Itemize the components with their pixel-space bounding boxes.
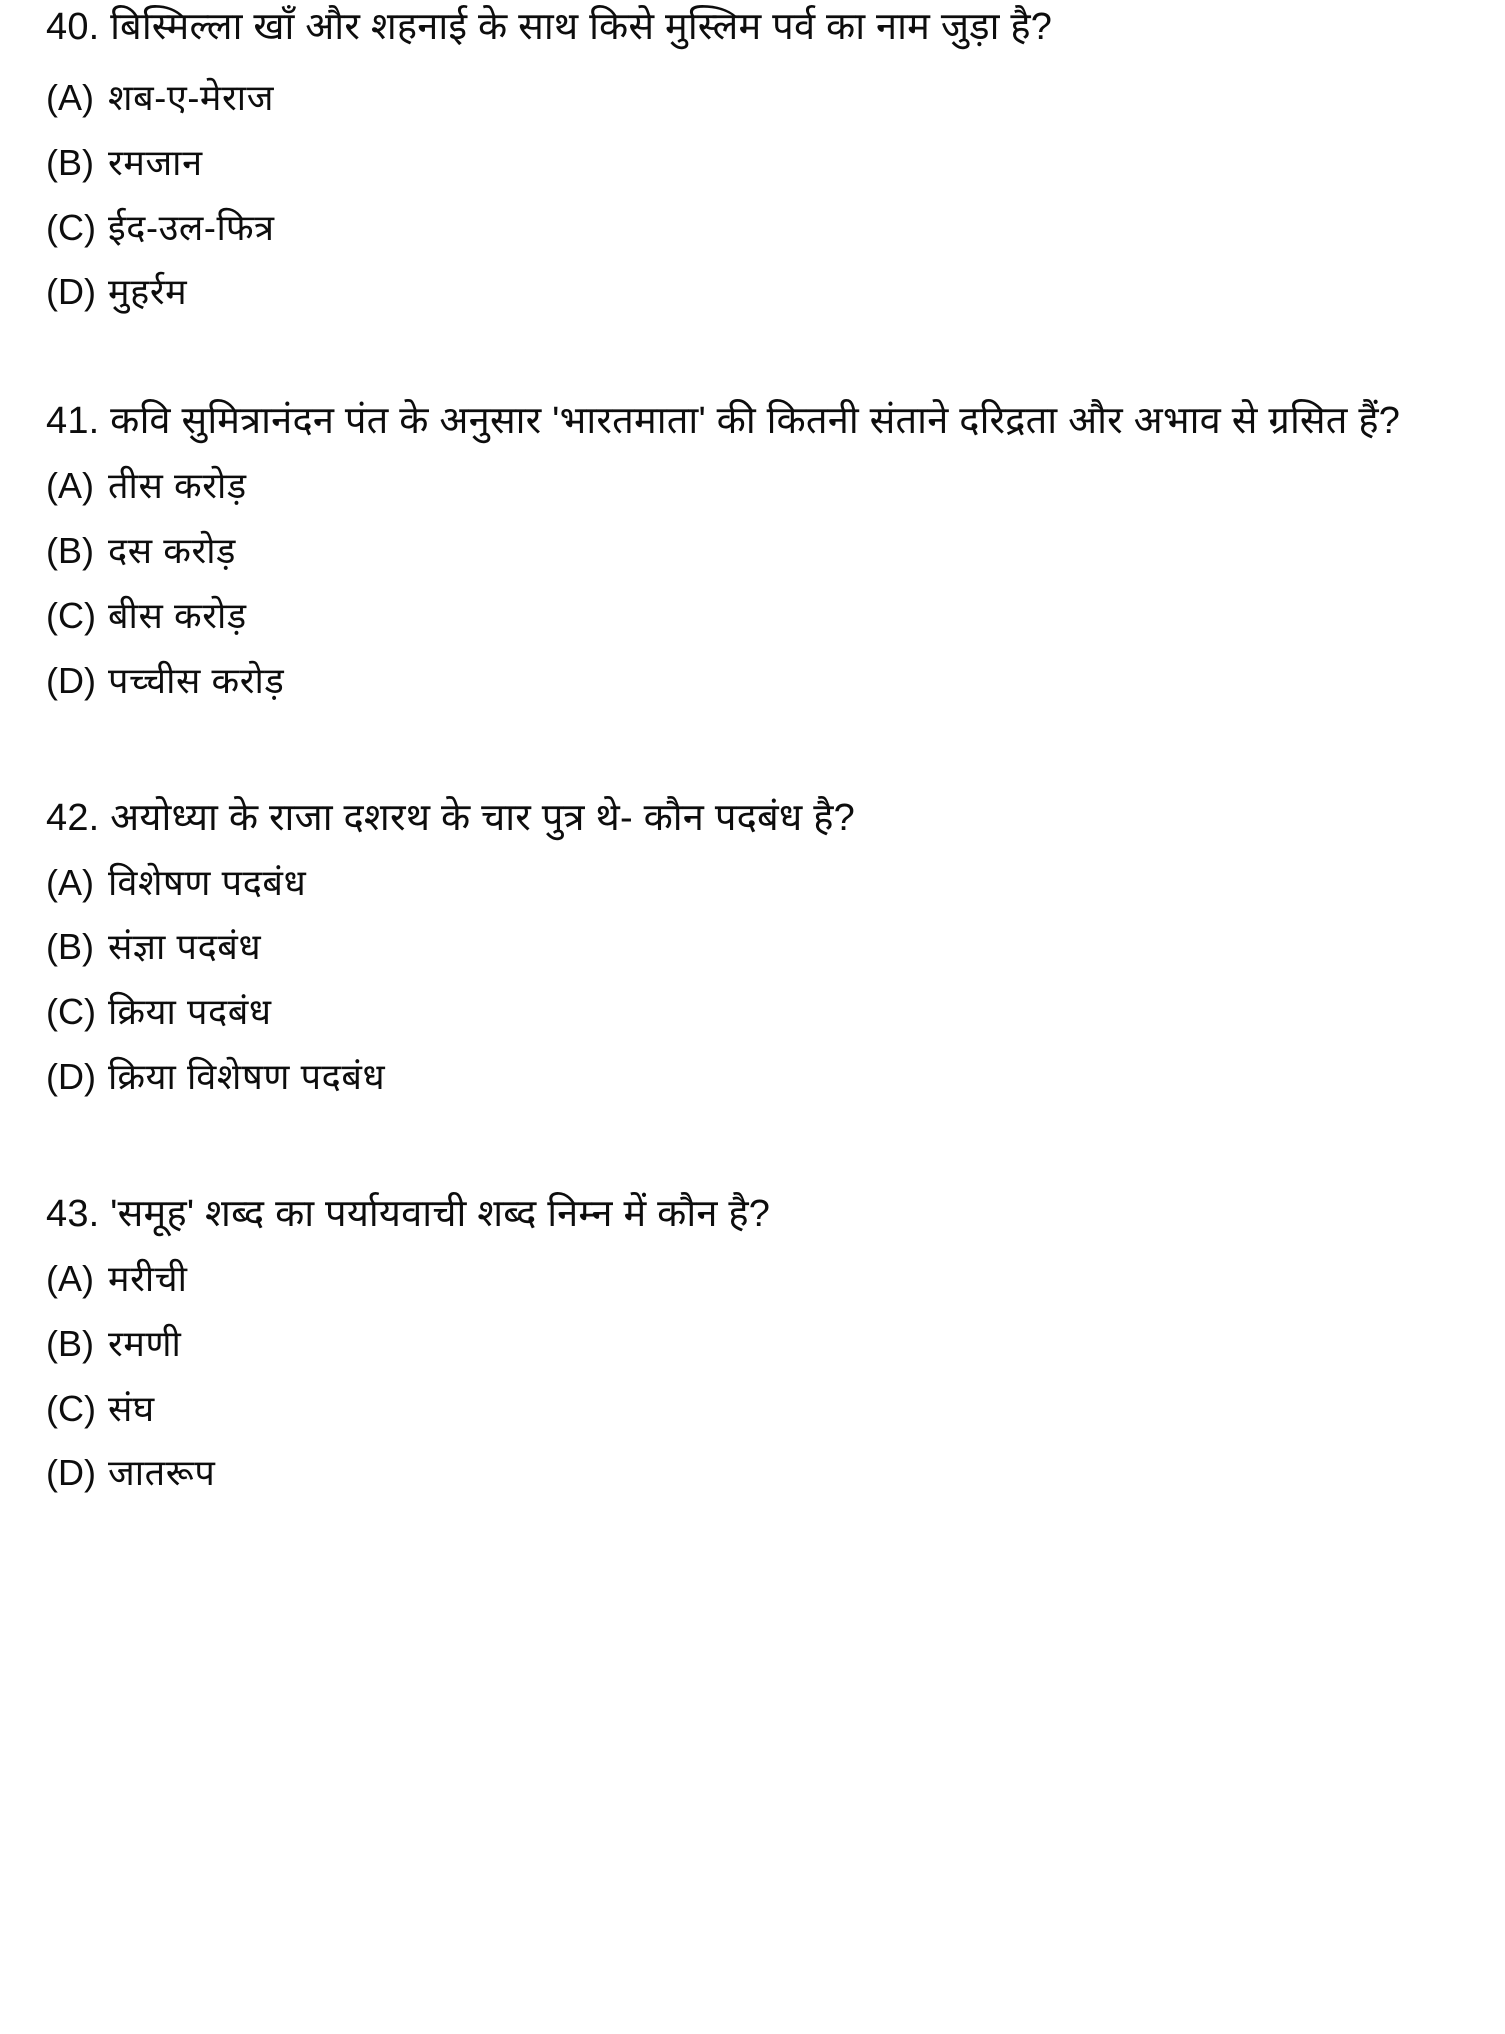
option-row[interactable]: [46, 269, 1426, 316]
option-letter: (D): [46, 1056, 96, 1098]
option-letter: (D): [46, 1452, 96, 1494]
option-row[interactable]: [46, 1386, 1426, 1433]
question-list: [46, 0, 1426, 1497]
option-row[interactable]: [46, 528, 1426, 575]
option-row[interactable]: [46, 658, 1426, 705]
option-label: रमणी: [108, 1322, 182, 1364]
option-letter: (B): [46, 926, 94, 968]
option-letter: (C): [46, 991, 96, 1033]
option-letter: (A): [46, 77, 94, 119]
option-row[interactable]: [46, 75, 1426, 122]
option-list: [46, 1256, 1426, 1497]
option-label: मरीची: [108, 1257, 188, 1299]
option-letter: (C): [46, 206, 96, 248]
option-label: क्रिया पदबंध: [108, 991, 272, 1033]
option-row[interactable]: [46, 1321, 1426, 1368]
option-label: दस करोड़: [108, 530, 237, 572]
option-row[interactable]: [46, 205, 1426, 252]
option-row[interactable]: [46, 1054, 1426, 1101]
option-letter: (C): [46, 594, 96, 636]
option-label: पच्चीस करोड़: [108, 659, 285, 701]
question-item: [46, 394, 1426, 704]
option-row[interactable]: [46, 1256, 1426, 1303]
option-row[interactable]: [46, 140, 1426, 187]
question-text: 41. कवि सुमित्रानंदन पंत के अनुसार 'भारतमाता' की कितनी संताने दरिद्रता और अभाव से ग्रसित हैं?: [46, 400, 1401, 443]
option-letter: (D): [46, 659, 96, 701]
option-label: संज्ञा पदबंध: [108, 926, 262, 968]
option-letter: (B): [46, 141, 94, 183]
option-letter: (A): [46, 465, 94, 507]
option-label: विशेषण पदबंध: [108, 861, 307, 903]
option-letter: (C): [46, 1387, 96, 1429]
question-item: [46, 0, 1426, 316]
option-label: शब-ए-मेराज: [108, 77, 275, 119]
question-item: [46, 791, 1426, 1101]
option-letter: (A): [46, 861, 94, 903]
question-text: 40. बिस्मिल्ला खाँ और शहनाई के साथ किसे मुस्लिम पर्व का नाम जुड़ा है?: [46, 6, 1053, 48]
option-label: तीस करोड़: [108, 465, 247, 507]
option-label: जातरूप: [108, 1452, 216, 1494]
option-row[interactable]: [46, 463, 1426, 510]
option-label: ईद-उल-फित्र: [108, 206, 275, 248]
question-text: 43. 'समूह' शब्द का पर्यायवाची शब्द निम्न में कौन है?: [46, 1192, 771, 1235]
option-list: [46, 75, 1426, 316]
option-label: क्रिया विशेषण पदबंध: [108, 1056, 386, 1098]
option-list: [46, 860, 1426, 1101]
option-label: रमजान: [108, 141, 203, 183]
option-label: संघ: [108, 1387, 155, 1429]
option-letter: (B): [46, 1322, 94, 1364]
option-row[interactable]: [46, 1450, 1426, 1497]
option-list: [46, 463, 1426, 704]
option-row[interactable]: [46, 924, 1426, 971]
option-label: बीस करोड़: [108, 594, 247, 636]
option-row[interactable]: [46, 860, 1426, 907]
option-row[interactable]: [46, 989, 1426, 1036]
option-letter: (D): [46, 271, 96, 313]
question-text: 42. अयोध्या के राजा दशरथ के चार पुत्र थे- कौन पदबंध है?: [46, 796, 855, 839]
option-row[interactable]: [46, 593, 1426, 640]
question-item: [46, 1187, 1426, 1497]
option-label: मुहर्रम: [108, 271, 188, 313]
option-letter: (B): [46, 530, 94, 572]
option-letter: (A): [46, 1257, 94, 1299]
